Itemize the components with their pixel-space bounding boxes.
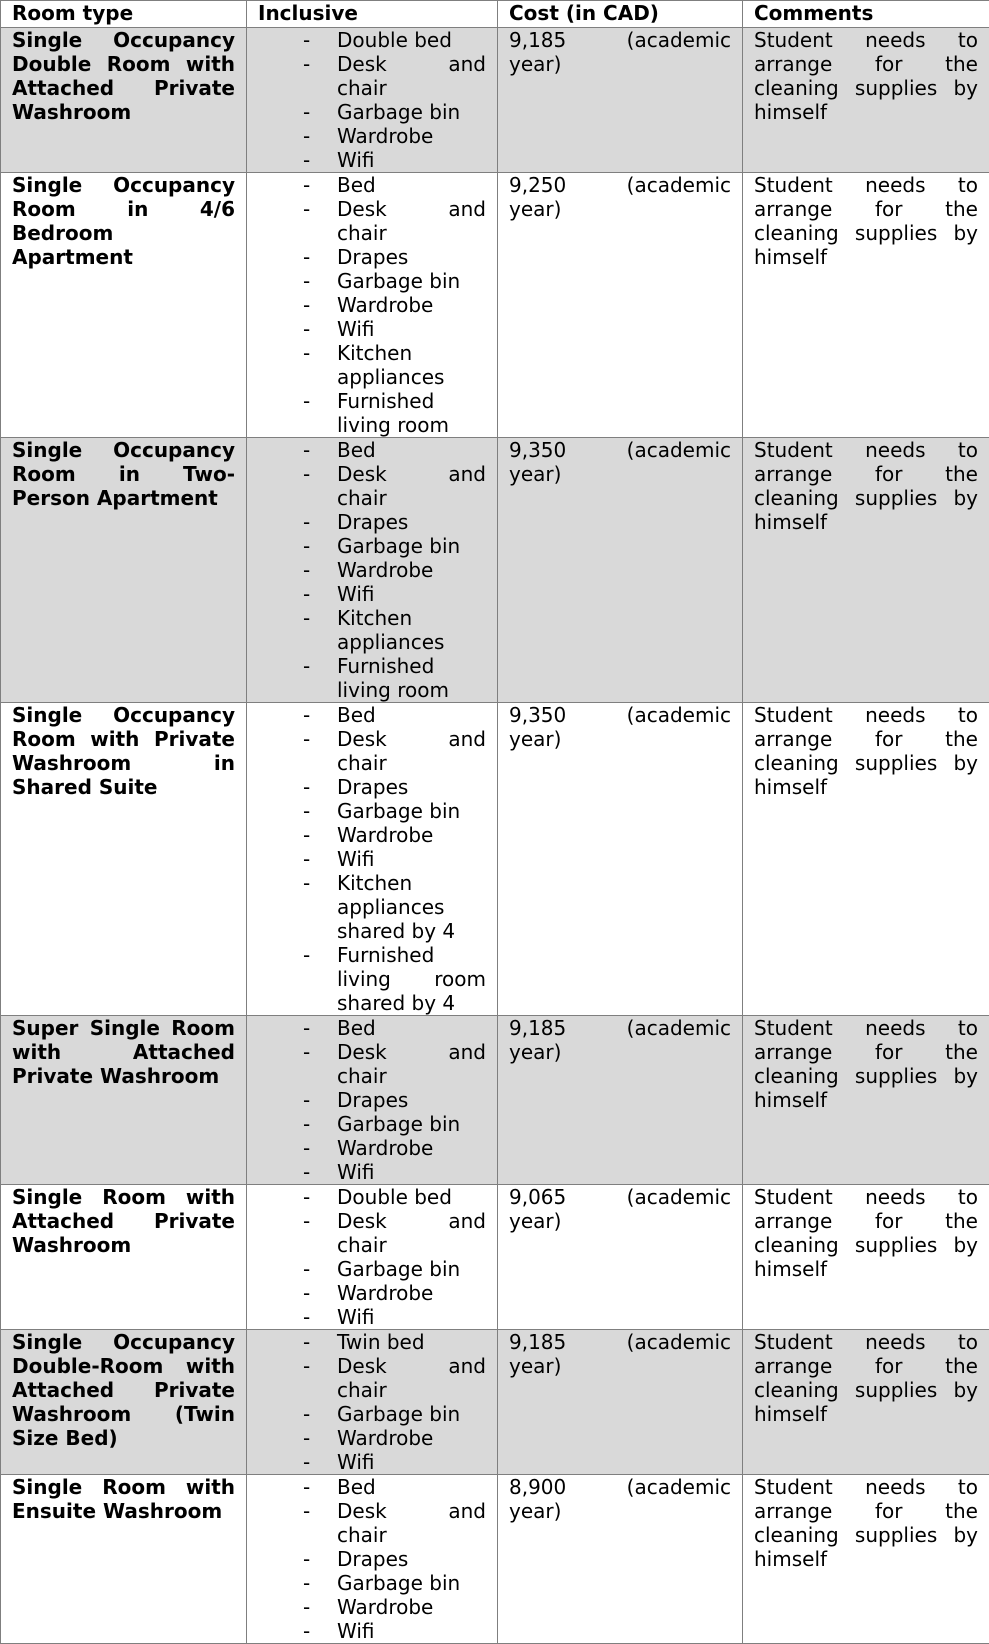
inclusive-list <box>258 1016 486 1184</box>
inclusive-item: - Wardrobe <box>258 1136 486 1160</box>
comments-cell: Student needs to arrange for the cleaning supplies by himself <box>743 438 989 703</box>
table-row <box>1 1016 989 1185</box>
inclusive-item: - Desk and chair <box>258 52 486 100</box>
inclusive-list <box>258 438 486 702</box>
cost-cell: 9,350 (academic year) <box>498 438 743 703</box>
inclusive-item: - Furnished living room shared by 4 <box>258 943 486 1015</box>
inclusive-item: - Kitchen appliances <box>258 341 486 389</box>
inclusive-item: - Drapes <box>258 1547 486 1571</box>
room-type-cell: Single Occupancy Room in 4/6 Bedroom Apartment <box>1 173 247 438</box>
inclusive-item: - Wifi <box>258 1450 486 1474</box>
inclusive-item: - Wardrobe <box>258 823 486 847</box>
inclusive-item: - Wifi <box>258 847 486 871</box>
header-room-type: Room type <box>1 1 247 28</box>
table-row <box>1 438 989 703</box>
room-type-cell: Single Occupancy Double Room with Attached Private Washroom <box>1 28 247 173</box>
cost-cell: 8,900 (academic year) <box>498 1475 743 1644</box>
inclusive-item: - Wardrobe <box>258 558 486 582</box>
room-type-cell: Super Single Room with Attached Private Washroom <box>1 1016 247 1185</box>
room-type-cell: Single Occupancy Double-Room with Attached Private Washroom (Twin Size Bed) <box>1 1330 247 1475</box>
inclusive-item: - Wardrobe <box>258 1426 486 1450</box>
table-row <box>1 1475 989 1644</box>
inclusive-item: - Garbage bin <box>258 1257 486 1281</box>
inclusive-item: - Furnished living room <box>258 654 486 702</box>
inclusive-item: - Garbage bin <box>258 269 486 293</box>
inclusive-list <box>258 703 486 1015</box>
inclusive-cell <box>247 1185 498 1330</box>
table-row <box>1 1185 989 1330</box>
inclusive-item: - Double bed <box>258 1185 486 1209</box>
cost-cell: 9,185 (academic year) <box>498 1330 743 1475</box>
inclusive-item: - Desk and chair <box>258 197 486 245</box>
inclusive-item: - Garbage bin <box>258 799 486 823</box>
header-comments: Comments <box>743 1 989 28</box>
inclusive-cell <box>247 1330 498 1475</box>
inclusive-item: - Desk and chair <box>258 1499 486 1547</box>
inclusive-item: - Wardrobe <box>258 1281 486 1305</box>
table-row <box>1 1330 989 1475</box>
header-row <box>1 1 989 28</box>
cost-cell: 9,065 (academic year) <box>498 1185 743 1330</box>
inclusive-item: - Garbage bin <box>258 1112 486 1136</box>
inclusive-list <box>258 173 486 437</box>
comments-cell: Student needs to arrange for the cleaning supplies by himself <box>743 28 989 173</box>
inclusive-item: - Wifi <box>258 317 486 341</box>
inclusive-item: - Wifi <box>258 1619 486 1643</box>
inclusive-item: - Drapes <box>258 510 486 534</box>
inclusive-item: - Bed <box>258 1475 486 1499</box>
inclusive-item: - Desk and chair <box>258 1040 486 1088</box>
inclusive-item: - Drapes <box>258 775 486 799</box>
room-type-cell: Single Occupancy Room with Private Washroom in Shared Suite <box>1 703 247 1016</box>
inclusive-cell <box>247 1475 498 1644</box>
inclusive-item: - Wardrobe <box>258 124 486 148</box>
inclusive-list <box>258 1475 486 1643</box>
comments-cell: Student needs to arrange for the cleaning supplies by himself <box>743 1185 989 1330</box>
table-row <box>1 703 989 1016</box>
inclusive-item: - Furnished living room <box>258 389 486 437</box>
inclusive-cell <box>247 703 498 1016</box>
inclusive-item: - Wifi <box>258 1160 486 1184</box>
table-body <box>1 28 989 1644</box>
inclusive-item: - Double bed <box>258 28 486 52</box>
inclusive-item: - Drapes <box>258 245 486 269</box>
inclusive-item: - Garbage bin <box>258 1571 486 1595</box>
inclusive-item: - Kitchen appliances <box>258 606 486 654</box>
inclusive-cell <box>247 438 498 703</box>
cost-cell: 9,250 (academic year) <box>498 173 743 438</box>
inclusive-item: - Wifi <box>258 148 486 172</box>
inclusive-item: - Wifi <box>258 1305 486 1329</box>
inclusive-list <box>258 1330 486 1474</box>
inclusive-item: - Desk and chair <box>258 462 486 510</box>
room-type-cell: Single Room with Ensuite Washroom <box>1 1475 247 1644</box>
inclusive-item: - Drapes <box>258 1088 486 1112</box>
inclusive-cell <box>247 1016 498 1185</box>
room-type-cell: Single Room with Attached Private Washroom <box>1 1185 247 1330</box>
inclusive-item: - Bed <box>258 1016 486 1040</box>
inclusive-cell <box>247 28 498 173</box>
comments-cell: Student needs to arrange for the cleaning supplies by himself <box>743 703 989 1016</box>
comments-cell: Student needs to arrange for the cleaning supplies by himself <box>743 173 989 438</box>
inclusive-cell <box>247 173 498 438</box>
inclusive-list <box>258 1185 486 1329</box>
inclusive-item: - Garbage bin <box>258 534 486 558</box>
inclusive-item: - Garbage bin <box>258 1402 486 1426</box>
inclusive-item: - Bed <box>258 173 486 197</box>
inclusive-item: - Wardrobe <box>258 1595 486 1619</box>
inclusive-item: - Wifi <box>258 582 486 606</box>
cost-cell: 9,350 (academic year) <box>498 703 743 1016</box>
comments-cell: Student needs to arrange for the cleaning supplies by himself <box>743 1475 989 1644</box>
inclusive-item: - Kitchen appliances shared by 4 <box>258 871 486 943</box>
cost-cell: 9,185 (academic year) <box>498 28 743 173</box>
inclusive-item: - Desk and chair <box>258 1209 486 1257</box>
room-type-cell: Single Occupancy Room in Two-Person Apartment <box>1 438 247 703</box>
comments-cell: Student needs to arrange for the cleaning supplies by himself <box>743 1016 989 1185</box>
inclusive-list <box>258 28 486 172</box>
comments-cell: Student needs to arrange for the cleaning supplies by himself <box>743 1330 989 1475</box>
inclusive-item: - Desk and chair <box>258 1354 486 1402</box>
header-cost: Cost (in CAD) <box>498 1 743 28</box>
inclusive-item: - Desk and chair <box>258 727 486 775</box>
header-inclusive: Inclusive <box>247 1 498 28</box>
inclusive-item: - Bed <box>258 703 486 727</box>
inclusive-item: - Bed <box>258 438 486 462</box>
inclusive-item: - Twin bed <box>258 1330 486 1354</box>
cost-cell: 9,185 (academic year) <box>498 1016 743 1185</box>
inclusive-item: - Wardrobe <box>258 293 486 317</box>
table-row <box>1 28 989 173</box>
inclusive-item: - Garbage bin <box>258 100 486 124</box>
table-row <box>1 173 989 438</box>
